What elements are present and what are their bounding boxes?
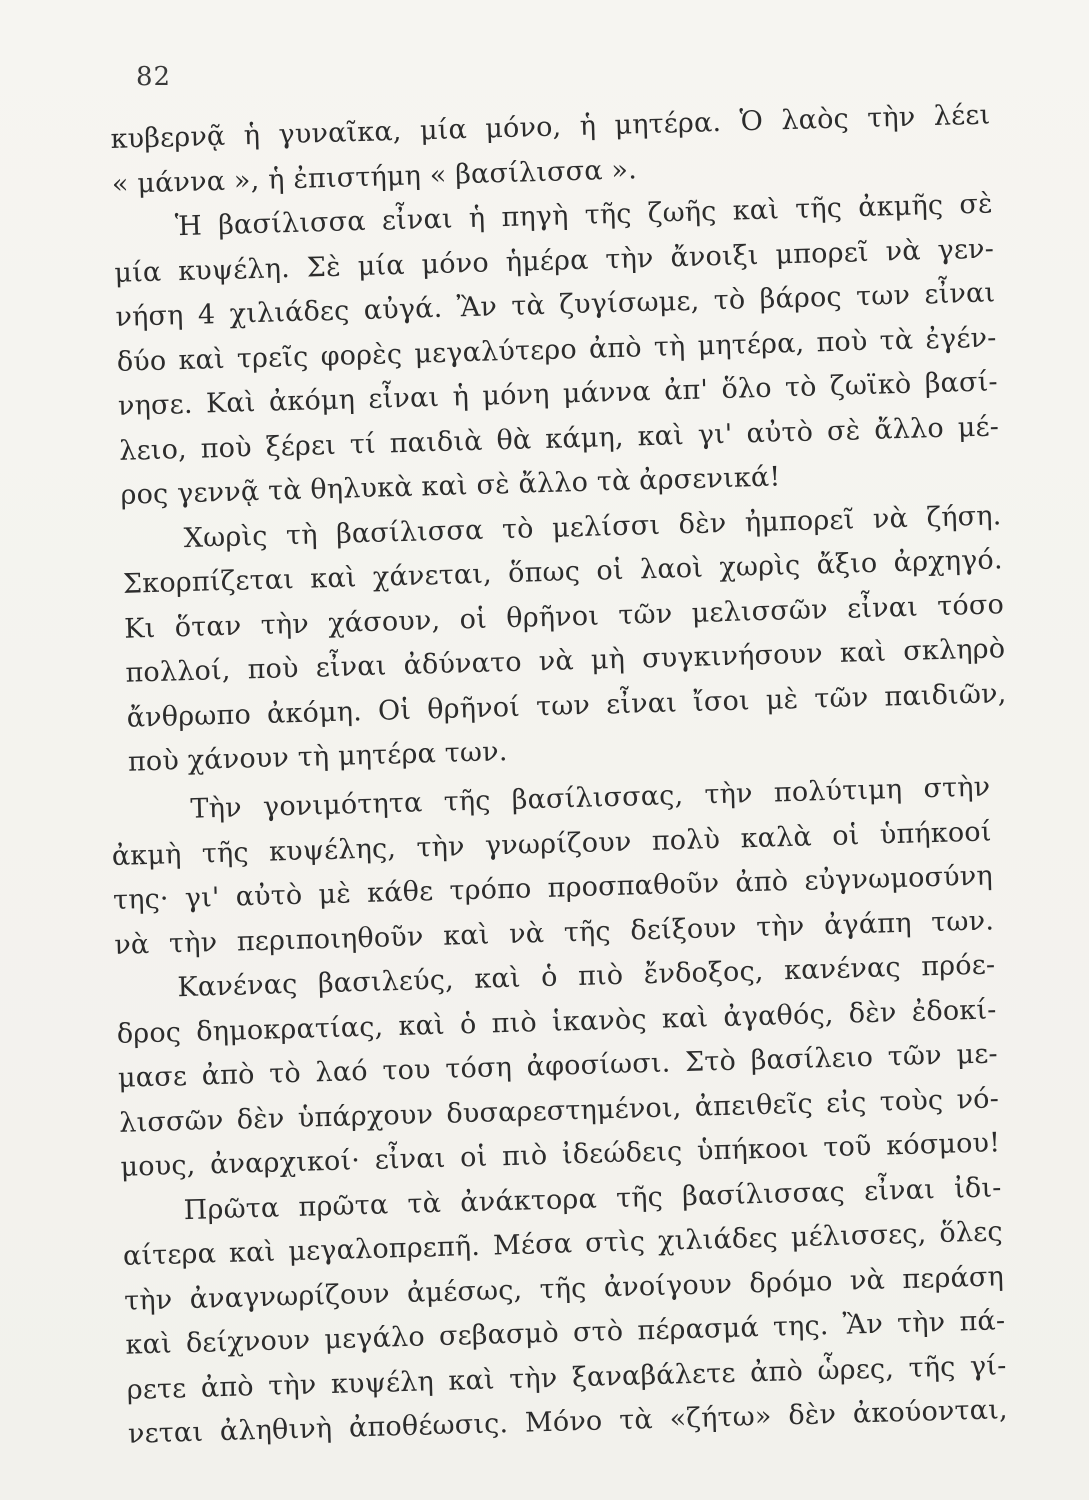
text-line: Κι ὅταν τὴν χάσουν, οἱ θρῆνοι τῶν μελισσῶν εἶναι τόσο (123, 588, 1005, 645)
text-line: πολλοί, ποὺ εἶναι ἀδύνατο νὰ μὴ συγκινήσουν καὶ σκληρὸ (125, 633, 1006, 689)
text-line: λειο, ποὺ ξέρει τί παιδιὰ θὰ κάμη, καὶ γι' αὐτὸ σὲ ἄλλο μέ- (118, 410, 1000, 467)
text-line: Χωρὶς τὴ βασίλισσα τὸ μελίσσι δὲν ἠμπορεῖ νὰ ζήση. (183, 499, 1002, 554)
text-line: κυβερνᾷ ἡ γυναῖκα, μία μόνο, ἡ μητέρα. Ὁ λαὸς τὴν λέει (110, 99, 991, 155)
text-line: Τὴν γονιμότητα τῆς βασίλισσας, τὴν πολύτιμη στὴν (190, 771, 991, 825)
text-line: Σκορπίζεται καὶ χάνεται, ὅπως οἱ λαοὶ χωρὶς ἄξιο ἀρχηγό. (122, 544, 1004, 600)
text-line: μασε ἀπὸ τὸ λαό του τόση ἀφοσίωσι. Στὸ βασίλειο τῶν με- (117, 1038, 999, 1094)
text-line: « μάννα », ἡ ἐπιστήμη « βασίλισσα ». (111, 153, 638, 200)
text-line: αίτερα καὶ μεγαλοπρεπῆ. Μέσα στὶς χιλιάδες μέλισσες, ὅλες (122, 1216, 1004, 1272)
text-line: δρος δημοκρατίας, καὶ ὁ πιὸ ἱκανὸς καὶ ἀγαθός, δὲν ἐδοκί- (116, 993, 997, 1050)
text-line: ρος γεννᾷ τὰ θηλυκὰ καὶ σὲ ἄλλο τὰ ἀρσενικά! (120, 461, 781, 511)
text-line: νήση 4 χιλιάδες αὐγά. Ἂν τὰ ζυγίσωμε, τὸ βάρος των εἶναι (115, 277, 996, 333)
text-line: καὶ δείχνουν μεγάλο σεβασμὸ στὸ πέρασμά της. Ἂν τὴν πά- (125, 1305, 1006, 1361)
text-line: ποὺ χάνουν τὴ μητέρα των. (127, 736, 508, 778)
text-line: Κανένας βασιλεύς, καὶ ὁ πιὸ ἔνδοξος, κανένας πρόε- (177, 949, 996, 1004)
text-line: νησε. Καὶ ἀκόμη εἶναι ἡ μόνη μάννα ἀπ' ὅλο τὸ ζωϊκὸ βασί- (117, 366, 999, 422)
text-line: ρετε ἀπὸ τὴν κυψέλη καὶ τὴν ξαναβάλετε ἀπὸ ὧρες, τῆς γί- (126, 1349, 1007, 1406)
text-line: της· γι' αὐτὸ μὲ κάθε τρόπο προσπαθοῦν ἀπὸ εὐγνωμοσύνη (112, 860, 994, 916)
text-line: νεται ἀληθινὴ ἀποθέωσις. Μόνο τὰ «ζήτω» δὲν ἀκούονται, (127, 1394, 1009, 1450)
text-line: Πρῶτα πρῶτα τὰ ἀνάκτορα τῆς βασίλισσας εἶναι ἰδι- (183, 1171, 1002, 1226)
page-number: 82 (136, 62, 172, 92)
text-line: Ἡ βασίλισσα εἶναι ἡ πηγὴ τῆς ζωῆς καὶ τῆς ἀκμῆς σὲ (174, 188, 994, 243)
text-line: μία κυψέλη. Σὲ μία μόνο ἡμέρα τὴν ἄνοιξι μπορεῖ νὰ γεν- (113, 232, 995, 289)
text-line: λισσῶν δὲν ὑπάρχουν δυσαρεστημένοι, ἀπειθεῖς εἰς τοὺς νό- (118, 1082, 1000, 1139)
text-block-1 (110, 93, 1008, 785)
text-line: ἄνθρωπο ἀκόμη. Οἱ θρῆνοί των εἶναι ἴσοι μὲ τῶν παιδιῶν, (126, 677, 1007, 734)
text-line: ἀκμὴ τῆς κυψέλης, τὴν γνωρίζουν πολὺ καλὰ οἱ ὑπήκοοί (111, 815, 992, 872)
text-line: δύο καὶ τρεῖς φορὲς μεγαλύτερο ἀπὸ τὴ μητέρα, ποὺ τὰ ἐγέν- (116, 321, 997, 378)
text-line: νὰ τὴν περιποιηθοῦν καὶ νὰ τῆς δείξουν τὴν ἀγάπη των. (113, 904, 995, 961)
text-line: τὴν ἀναγνωρίζουν ἀμέσως, τῆς ἀνοίγουν δρόμο νὰ περάση (123, 1260, 1005, 1317)
text-line: μους, ἀναρχικοί· εἶναι οἱ πιὸ ἰδεώδεις ὑπήκοοι τοῦ κόσμου! (120, 1127, 1001, 1183)
text-block-2 (110, 765, 1008, 1457)
